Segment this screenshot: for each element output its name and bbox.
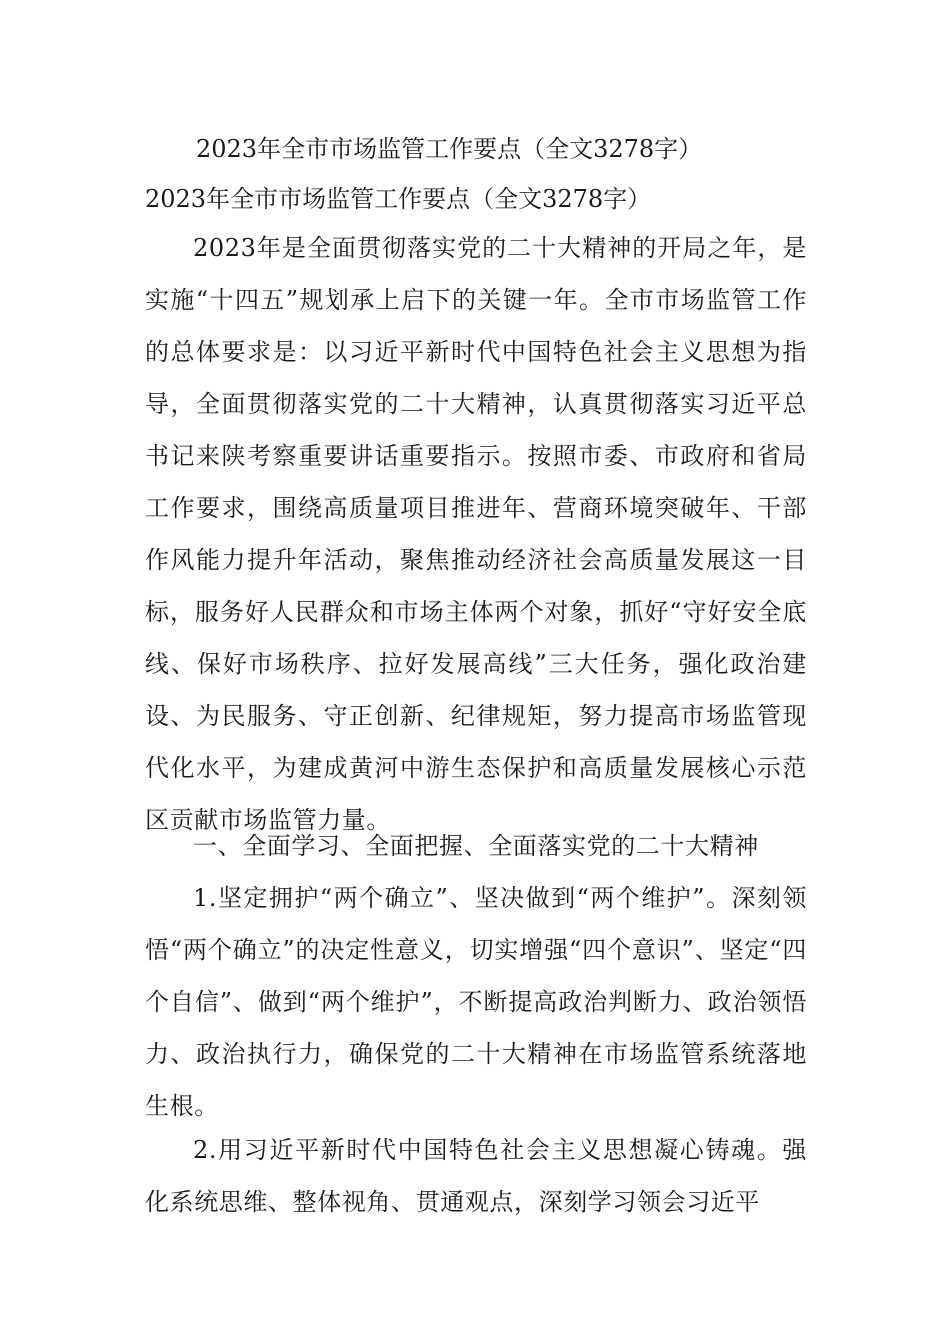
item-paragraph-2: 2.用习近平新时代中国特色社会主义思想凝心铸魂。强化系统思维、整体视角、贯通观点，深刻学习领会习近平 [145, 1136, 807, 1216]
intro-paragraph: 2023年是全面贯彻落实党的二十大精神的开局之年，是实施“十四五”规划承上启下的关键一年。全市市场监管工作的总体要求是：以习近平新时代中国特色社会主义思想为指导，全面贯彻落实党的二十大精神，认真贯彻落实习近平总书记来陕考察重要讲话重要指示。按照市委、市政府和省局工作要求，围绕高质量项目推进年、营商环境突破年、干部作风能力提升年活动，聚焦推动经济社会高质量发展这一目标，服务好人民群众和市场主体两个对象，抓好“守好安全底线、保好市场秩序、拉好发展高线”三大任务，强化政治建设、为民服务、守正创新、纪律规矩，努力提高市场监管现代化水平，为建成黄河中游生态保护和高质量发展核心示范区贡献市场监管力量。 [145, 234, 807, 834]
section-heading: 一、全面学习、全面把握、全面落实党的二十大精神 [193, 832, 759, 860]
document-subtitle: 2023年全市市场监管工作要点（全文3278字） [145, 185, 652, 213]
item-paragraph-1: 1.坚定拥护“两个确立”、坚决做到“两个维护”。深刻领悟“两个确立”的决定性意义，切实增强“四个意识”、坚定“四个自信”、做到“两个维护”，不断提高政治判断力、政治领悟力、政治执行力，确保党的二十大精神在市场监管系统落地生根。 [145, 884, 807, 1120]
document-title: 2023年全市市场监管工作要点（全文3278字） [196, 135, 703, 163]
